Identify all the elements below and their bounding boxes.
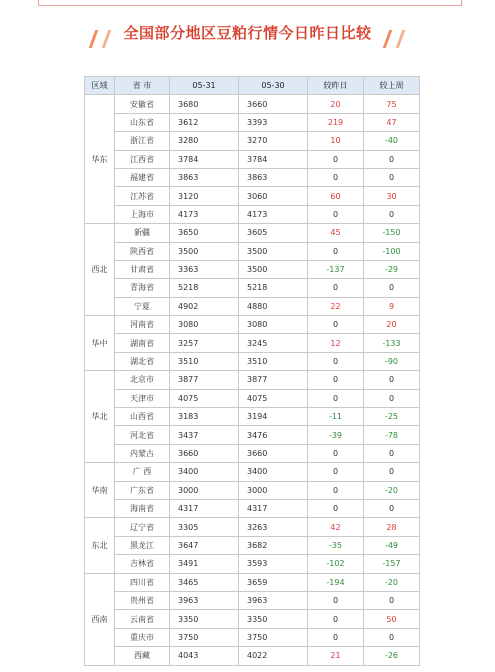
price-comparison-table bbox=[84, 76, 420, 666]
day-change-cell: 0 bbox=[308, 463, 364, 481]
today-price-cell: 3863 bbox=[170, 168, 239, 186]
province-cell: 湖北省 bbox=[115, 352, 170, 370]
day-change-cell: 0 bbox=[308, 168, 364, 186]
page-title: 全国部分地区豆粕行情今日昨日比较 bbox=[123, 24, 372, 42]
table-row bbox=[85, 555, 420, 573]
week-change-cell: -29 bbox=[364, 260, 420, 278]
day-change-cell: 20 bbox=[308, 95, 364, 113]
yesterday-price-cell: 3400 bbox=[239, 463, 308, 481]
yesterday-price-cell: 3963 bbox=[239, 591, 308, 609]
day-change-cell: 42 bbox=[308, 518, 364, 536]
yesterday-price-cell: 3000 bbox=[239, 481, 308, 499]
yesterday-price-cell: 3350 bbox=[239, 610, 308, 628]
day-change-cell: 0 bbox=[308, 150, 364, 168]
province-cell: 山东省 bbox=[115, 113, 170, 131]
today-price-cell: 3437 bbox=[170, 426, 239, 444]
week-change-cell: 0 bbox=[364, 499, 420, 517]
day-change-cell: -35 bbox=[308, 536, 364, 554]
table-row bbox=[85, 132, 420, 150]
yesterday-price-cell: 3784 bbox=[239, 150, 308, 168]
day-change-cell: 0 bbox=[308, 205, 364, 223]
day-change-cell: 22 bbox=[308, 297, 364, 315]
yesterday-price-cell: 3393 bbox=[239, 113, 308, 131]
week-change-cell: -90 bbox=[364, 352, 420, 370]
header-province: 省 市 bbox=[115, 77, 170, 95]
table-row bbox=[85, 481, 420, 499]
day-change-cell: 0 bbox=[308, 352, 364, 370]
week-change-cell: 30 bbox=[364, 187, 420, 205]
region-cell: 华南 bbox=[85, 463, 115, 518]
table-row bbox=[85, 242, 420, 260]
day-change-cell: 0 bbox=[308, 371, 364, 389]
yesterday-price-cell: 3682 bbox=[239, 536, 308, 554]
yesterday-price-cell: 3605 bbox=[239, 224, 308, 242]
table-row bbox=[85, 187, 420, 205]
province-cell: 海南省 bbox=[115, 499, 170, 517]
province-cell: 福建省 bbox=[115, 168, 170, 186]
day-change-cell: 45 bbox=[308, 224, 364, 242]
table-row bbox=[85, 168, 420, 186]
table-row bbox=[85, 260, 420, 278]
yesterday-price-cell: 5218 bbox=[239, 279, 308, 297]
table-row bbox=[85, 628, 420, 646]
table-row bbox=[85, 371, 420, 389]
region-cell: 西南 bbox=[85, 573, 115, 665]
today-price-cell: 3400 bbox=[170, 463, 239, 481]
yesterday-price-cell: 3270 bbox=[239, 132, 308, 150]
today-price-cell: 3612 bbox=[170, 113, 239, 131]
province-cell: 广东省 bbox=[115, 481, 170, 499]
today-price-cell: 3510 bbox=[170, 352, 239, 370]
table-row bbox=[85, 536, 420, 554]
table-row bbox=[85, 518, 420, 536]
yesterday-price-cell: 3593 bbox=[239, 555, 308, 573]
day-change-cell: 0 bbox=[308, 389, 364, 407]
week-change-cell: -20 bbox=[364, 481, 420, 499]
yesterday-price-cell: 4880 bbox=[239, 297, 308, 315]
yesterday-price-cell: 3660 bbox=[239, 444, 308, 462]
day-change-cell: -194 bbox=[308, 573, 364, 591]
today-price-cell: 3647 bbox=[170, 536, 239, 554]
table-row bbox=[85, 279, 420, 297]
day-change-cell: 21 bbox=[308, 647, 364, 665]
today-price-cell: 4317 bbox=[170, 499, 239, 517]
week-change-cell: -40 bbox=[364, 132, 420, 150]
week-change-cell: 0 bbox=[364, 371, 420, 389]
week-change-cell: 0 bbox=[364, 463, 420, 481]
yesterday-price-cell: 3510 bbox=[239, 352, 308, 370]
today-price-cell: 3465 bbox=[170, 573, 239, 591]
header-date-today: 05-31 bbox=[170, 77, 239, 95]
yesterday-price-cell: 4022 bbox=[239, 647, 308, 665]
today-price-cell: 3363 bbox=[170, 260, 239, 278]
week-change-cell: -100 bbox=[364, 242, 420, 260]
table-row bbox=[85, 591, 420, 609]
yesterday-price-cell: 4317 bbox=[239, 499, 308, 517]
table-row bbox=[85, 463, 420, 481]
table-row bbox=[85, 316, 420, 334]
yesterday-price-cell: 3263 bbox=[239, 518, 308, 536]
week-change-cell: -26 bbox=[364, 647, 420, 665]
week-change-cell: -150 bbox=[364, 224, 420, 242]
province-cell: 宁夏 bbox=[115, 297, 170, 315]
today-price-cell: 3280 bbox=[170, 132, 239, 150]
week-change-cell: -133 bbox=[364, 334, 420, 352]
day-change-cell: -11 bbox=[308, 408, 364, 426]
region-cell: 华东 bbox=[85, 95, 115, 224]
table-row bbox=[85, 408, 420, 426]
province-cell: 云南省 bbox=[115, 610, 170, 628]
today-price-cell: 3500 bbox=[170, 242, 239, 260]
yesterday-price-cell: 3500 bbox=[239, 260, 308, 278]
province-cell: 内蒙古 bbox=[115, 444, 170, 462]
yesterday-price-cell: 3194 bbox=[239, 408, 308, 426]
province-cell: 重庆市 bbox=[115, 628, 170, 646]
day-change-cell: 10 bbox=[308, 132, 364, 150]
today-price-cell: 3750 bbox=[170, 628, 239, 646]
today-price-cell: 3877 bbox=[170, 371, 239, 389]
table-row bbox=[85, 224, 420, 242]
day-change-cell: 0 bbox=[308, 279, 364, 297]
yesterday-price-cell: 3750 bbox=[239, 628, 308, 646]
province-cell: 河南省 bbox=[115, 316, 170, 334]
header-change-day: 较昨日 bbox=[308, 77, 364, 95]
week-change-cell: 0 bbox=[364, 628, 420, 646]
province-cell: 天津市 bbox=[115, 389, 170, 407]
province-cell: 新疆 bbox=[115, 224, 170, 242]
yesterday-price-cell: 4075 bbox=[239, 389, 308, 407]
province-cell: 四川省 bbox=[115, 573, 170, 591]
table-row bbox=[85, 647, 420, 665]
day-change-cell: 60 bbox=[308, 187, 364, 205]
week-change-cell: 0 bbox=[364, 205, 420, 223]
today-price-cell: 3680 bbox=[170, 95, 239, 113]
day-change-cell: 0 bbox=[308, 444, 364, 462]
week-change-cell: -20 bbox=[364, 573, 420, 591]
day-change-cell: 0 bbox=[308, 591, 364, 609]
province-cell: 陕西省 bbox=[115, 242, 170, 260]
day-change-cell: 0 bbox=[308, 628, 364, 646]
yesterday-price-cell: 3660 bbox=[239, 95, 308, 113]
day-change-cell: -137 bbox=[308, 260, 364, 278]
yesterday-price-cell: 3080 bbox=[239, 316, 308, 334]
today-price-cell: 3784 bbox=[170, 150, 239, 168]
yesterday-price-cell: 3060 bbox=[239, 187, 308, 205]
week-change-cell: 20 bbox=[364, 316, 420, 334]
header-date-yesterday: 05-30 bbox=[239, 77, 308, 95]
week-change-cell: 0 bbox=[364, 444, 420, 462]
region-cell: 华中 bbox=[85, 316, 115, 371]
province-cell: 广 西 bbox=[115, 463, 170, 481]
yesterday-price-cell: 4173 bbox=[239, 205, 308, 223]
table-row bbox=[85, 334, 420, 352]
today-price-cell: 3963 bbox=[170, 591, 239, 609]
today-price-cell: 3183 bbox=[170, 408, 239, 426]
day-change-cell: 12 bbox=[308, 334, 364, 352]
table-row bbox=[85, 113, 420, 131]
title-banner bbox=[0, 14, 495, 50]
table-row bbox=[85, 499, 420, 517]
today-price-cell: 4043 bbox=[170, 647, 239, 665]
yesterday-price-cell: 3877 bbox=[239, 371, 308, 389]
day-change-cell: 0 bbox=[308, 610, 364, 628]
region-cell: 华北 bbox=[85, 371, 115, 463]
today-price-cell: 3350 bbox=[170, 610, 239, 628]
day-change-cell: 0 bbox=[308, 499, 364, 517]
province-cell: 西藏 bbox=[115, 647, 170, 665]
week-change-cell: -157 bbox=[364, 555, 420, 573]
table-row bbox=[85, 352, 420, 370]
week-change-cell: 0 bbox=[364, 389, 420, 407]
province-cell: 甘肃省 bbox=[115, 260, 170, 278]
today-price-cell: 4902 bbox=[170, 297, 239, 315]
top-frame-decoration bbox=[38, 0, 462, 6]
province-cell: 安徽省 bbox=[115, 95, 170, 113]
day-change-cell: 0 bbox=[308, 316, 364, 334]
province-cell: 江西省 bbox=[115, 150, 170, 168]
day-change-cell: 0 bbox=[308, 242, 364, 260]
week-change-cell: -49 bbox=[364, 536, 420, 554]
today-price-cell: 3491 bbox=[170, 555, 239, 573]
today-price-cell: 4173 bbox=[170, 205, 239, 223]
table-row bbox=[85, 610, 420, 628]
region-cell: 西北 bbox=[85, 224, 115, 316]
province-cell: 湖南省 bbox=[115, 334, 170, 352]
today-price-cell: 5218 bbox=[170, 279, 239, 297]
table-row bbox=[85, 573, 420, 591]
yesterday-price-cell: 3863 bbox=[239, 168, 308, 186]
table-row bbox=[85, 95, 420, 113]
week-change-cell: -25 bbox=[364, 408, 420, 426]
day-change-cell: 0 bbox=[308, 481, 364, 499]
table-row bbox=[85, 297, 420, 315]
province-cell: 山西省 bbox=[115, 408, 170, 426]
today-price-cell: 3120 bbox=[170, 187, 239, 205]
day-change-cell: 219 bbox=[308, 113, 364, 131]
today-price-cell: 3257 bbox=[170, 334, 239, 352]
table-header-row bbox=[85, 77, 420, 95]
province-cell: 黑龙江 bbox=[115, 536, 170, 554]
province-cell: 辽宁省 bbox=[115, 518, 170, 536]
header-region: 区域 bbox=[85, 77, 115, 95]
header-change-week: 较上周 bbox=[364, 77, 420, 95]
table-row bbox=[85, 444, 420, 462]
province-cell: 上海市 bbox=[115, 205, 170, 223]
week-change-cell: 28 bbox=[364, 518, 420, 536]
day-change-cell: -39 bbox=[308, 426, 364, 444]
today-price-cell: 3305 bbox=[170, 518, 239, 536]
week-change-cell: 0 bbox=[364, 150, 420, 168]
table-row bbox=[85, 205, 420, 223]
province-cell: 江苏省 bbox=[115, 187, 170, 205]
today-price-cell: 3080 bbox=[170, 316, 239, 334]
region-cell: 东北 bbox=[85, 518, 115, 573]
week-change-cell: 75 bbox=[364, 95, 420, 113]
week-change-cell: 47 bbox=[364, 113, 420, 131]
week-change-cell: -78 bbox=[364, 426, 420, 444]
yesterday-price-cell: 3245 bbox=[239, 334, 308, 352]
table-row bbox=[85, 150, 420, 168]
yesterday-price-cell: 3476 bbox=[239, 426, 308, 444]
week-change-cell: 0 bbox=[364, 168, 420, 186]
province-cell: 浙江省 bbox=[115, 132, 170, 150]
yesterday-price-cell: 3500 bbox=[239, 242, 308, 260]
province-cell: 河北省 bbox=[115, 426, 170, 444]
table-row bbox=[85, 389, 420, 407]
week-change-cell: 0 bbox=[364, 591, 420, 609]
province-cell: 贵州省 bbox=[115, 591, 170, 609]
province-cell: 青海省 bbox=[115, 279, 170, 297]
province-cell: 吉林省 bbox=[115, 555, 170, 573]
today-price-cell: 4075 bbox=[170, 389, 239, 407]
today-price-cell: 3660 bbox=[170, 444, 239, 462]
week-change-cell: 50 bbox=[364, 610, 420, 628]
day-change-cell: -102 bbox=[308, 555, 364, 573]
province-cell: 北京市 bbox=[115, 371, 170, 389]
table-body bbox=[85, 95, 420, 665]
today-price-cell: 3000 bbox=[170, 481, 239, 499]
table-row bbox=[85, 426, 420, 444]
today-price-cell: 3650 bbox=[170, 224, 239, 242]
week-change-cell: 9 bbox=[364, 297, 420, 315]
yesterday-price-cell: 3659 bbox=[239, 573, 308, 591]
week-change-cell: 0 bbox=[364, 279, 420, 297]
